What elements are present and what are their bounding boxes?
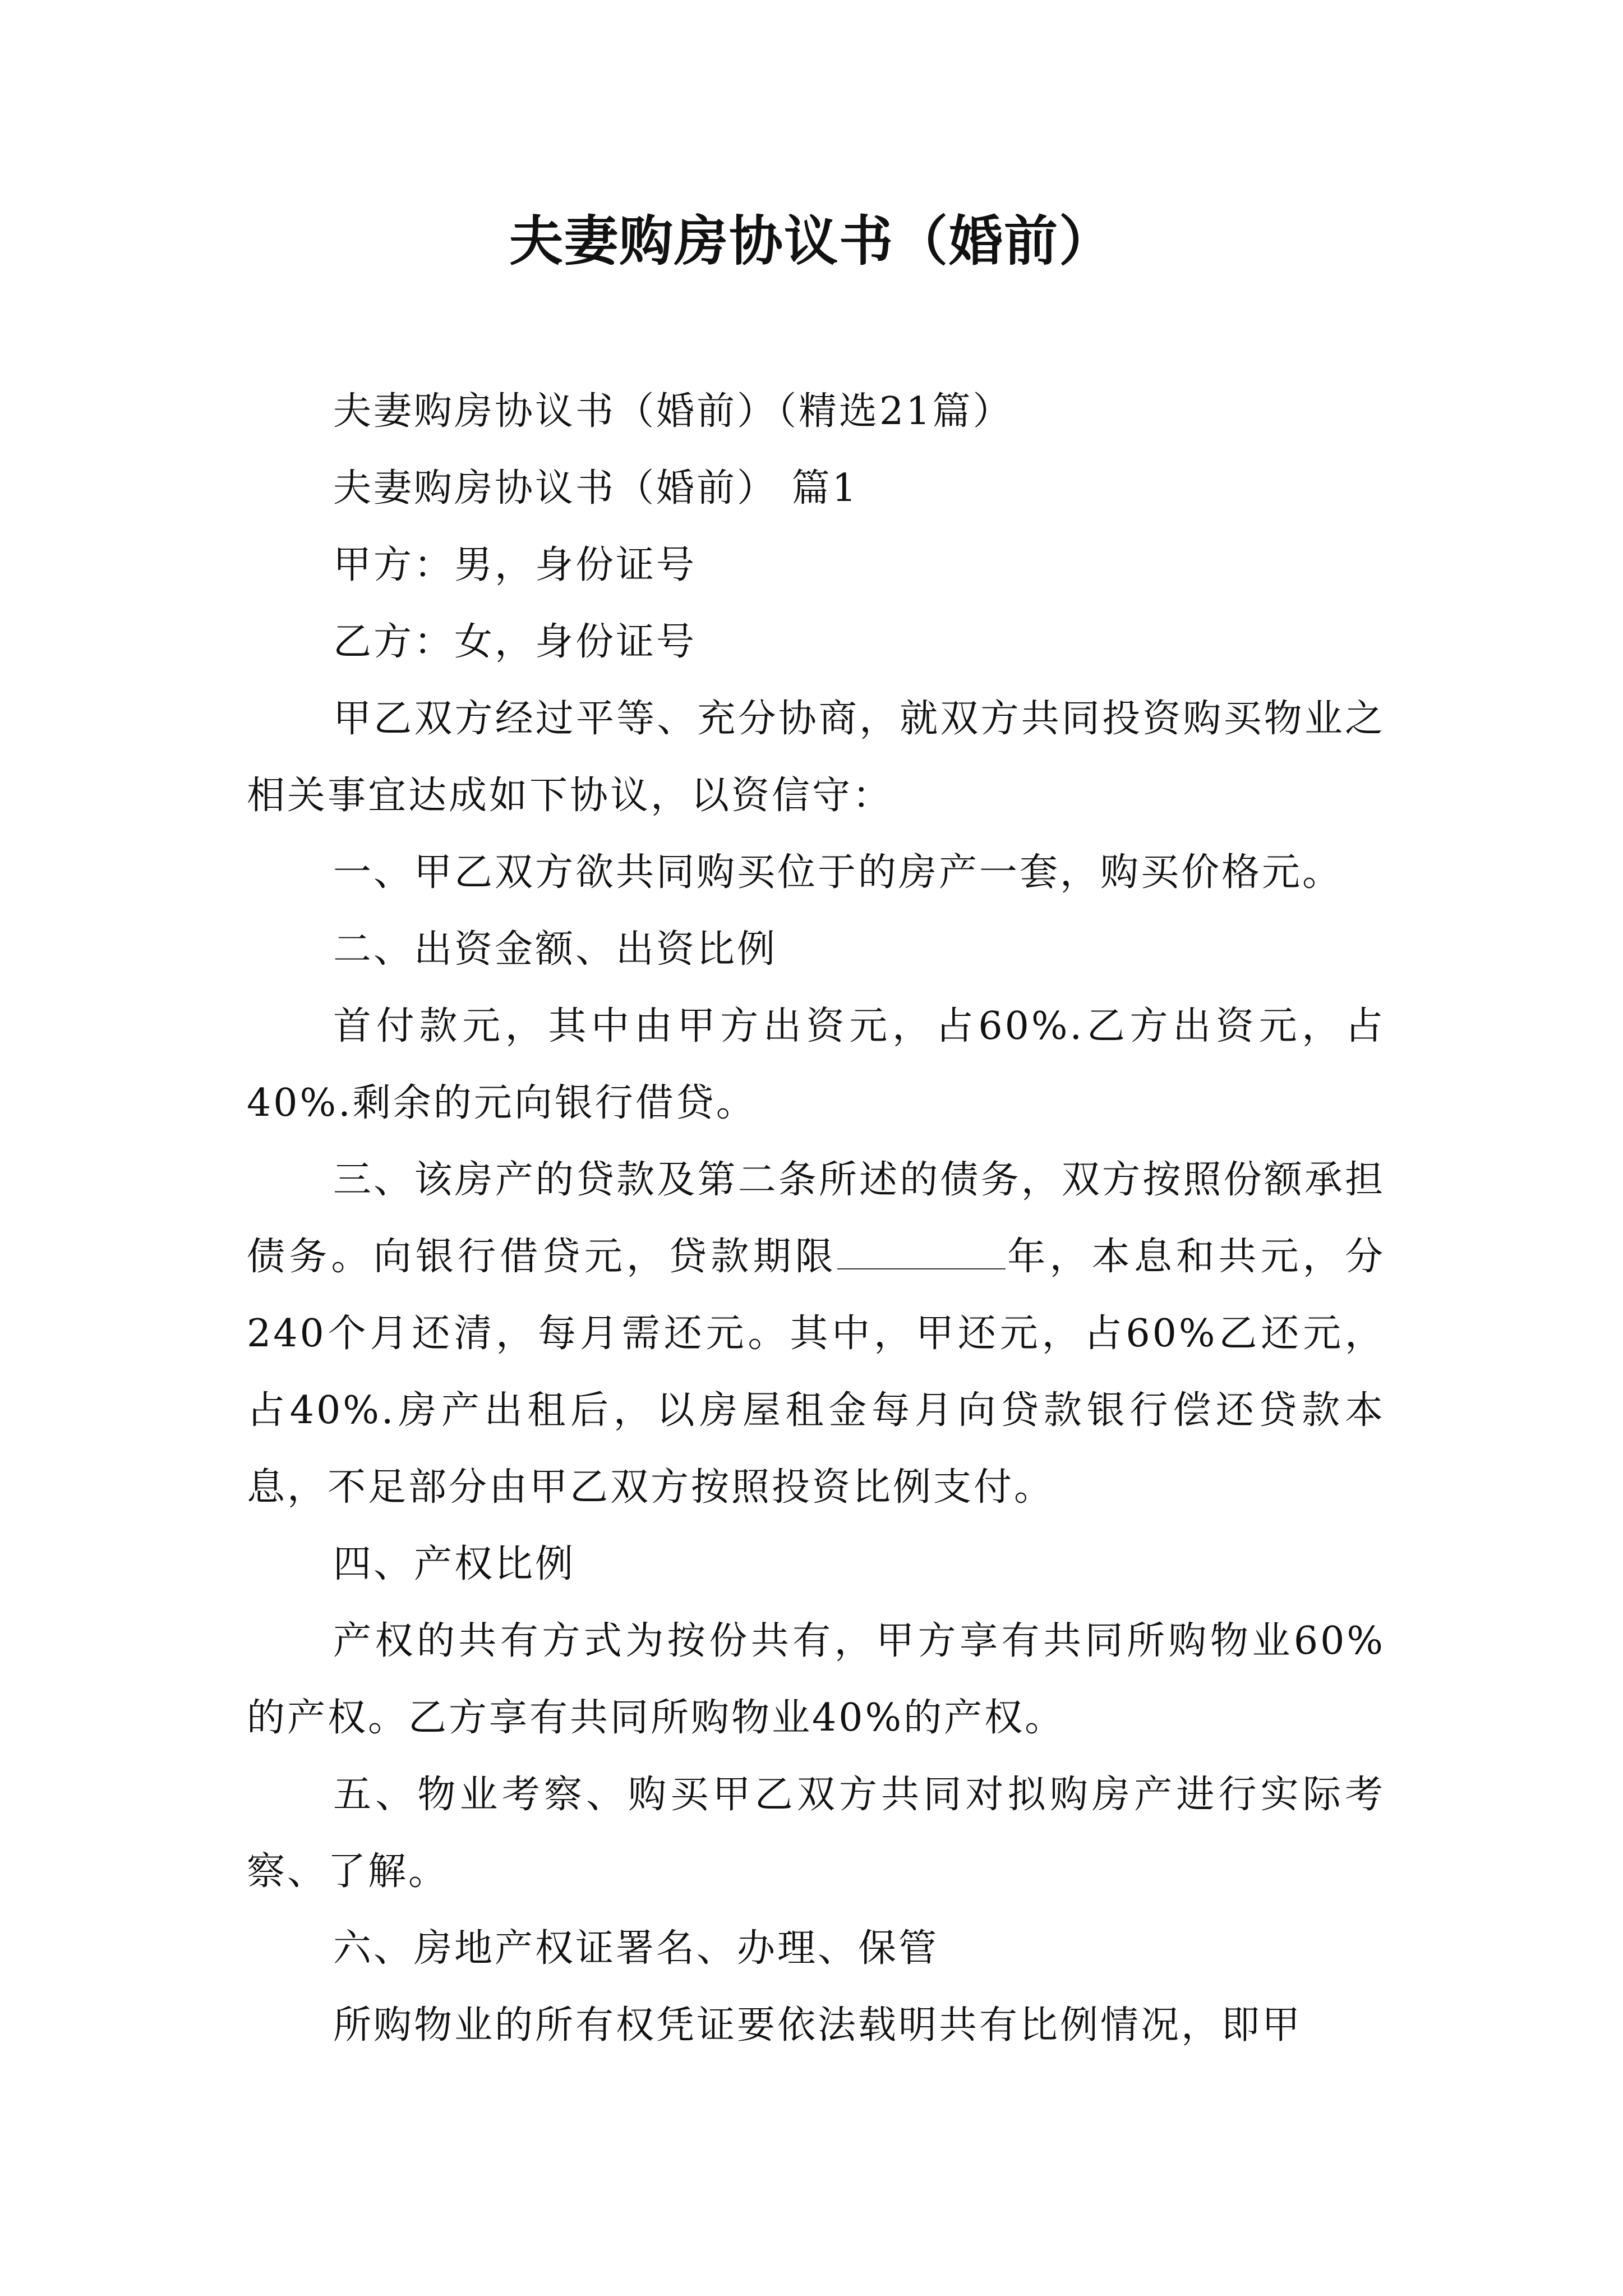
- paragraph-section-heading: 夫妻购房协议书（婚前） 篇1: [333, 466, 859, 510]
- document-body: [247, 373, 1385, 2064]
- paragraph-clause-6-body: 所购物业的所有权凭证要依法载明共有比例情况，即甲: [333, 2003, 1303, 2047]
- paragraph-clause-6-heading: 六、房地产权证署名、办理、保管: [333, 1926, 939, 1971]
- paragraph-party-b: 乙方：女，身份证号: [333, 620, 697, 664]
- paragraph-party-a: 甲方：男，身份证号: [333, 543, 697, 587]
- paragraph-clause-2-body: 首付款元，其中由甲方出资元，占60%.乙方出资元，占40%.剩余的元向银行借贷。: [247, 1004, 1385, 1125]
- paragraph-clause-3: [247, 1142, 1385, 1526]
- document-title: 夫妻购房协议书（婚前）: [509, 209, 1114, 273]
- paragraph-subtitle: 夫妻购房协议书（婚前）（精选21篇）: [333, 389, 1013, 434]
- paragraph-clause-2-heading: 二、出资金额、出资比例: [333, 927, 778, 972]
- blank-underline: [837, 1235, 1006, 1269]
- clause-3-text-after-blank: 年，本息和共元，分240个月还清，每月需还元。其中，甲还元，占60%乙还元，占40%.房产出租后，以房屋租金每月向贷款银行偿还贷款本息，不足部分由甲乙双方按照投资比例支付。: [247, 1235, 1385, 1510]
- paragraph-clause-1: 一、甲乙双方欲共同购买位于的房产一套，购买价格元。: [333, 850, 1343, 895]
- clause-3-text-before-blank: 三、该房产的贷款及第二条所述的债务，双方按照份额承担债务。向银行借贷元，贷款期限: [247, 1158, 1385, 1279]
- paragraph-clause-5: 五、物业考察、购买甲乙双方共同对拟购房产进行实际考察、了解。: [247, 1773, 1385, 1894]
- paragraph-clause-4-body: 产权的共有方式为按份共有，甲方享有共同所购物业60%的产权。乙方享有共同所购物业40%的产权。: [247, 1619, 1385, 1740]
- paragraph-preamble: 甲乙双方经过平等、充分协商，就双方共同投资购买物业之相关事宜达成如下协议，以资信守：: [247, 697, 1385, 818]
- paragraph-clause-4-heading: 四、产权比例: [333, 1542, 576, 1586]
